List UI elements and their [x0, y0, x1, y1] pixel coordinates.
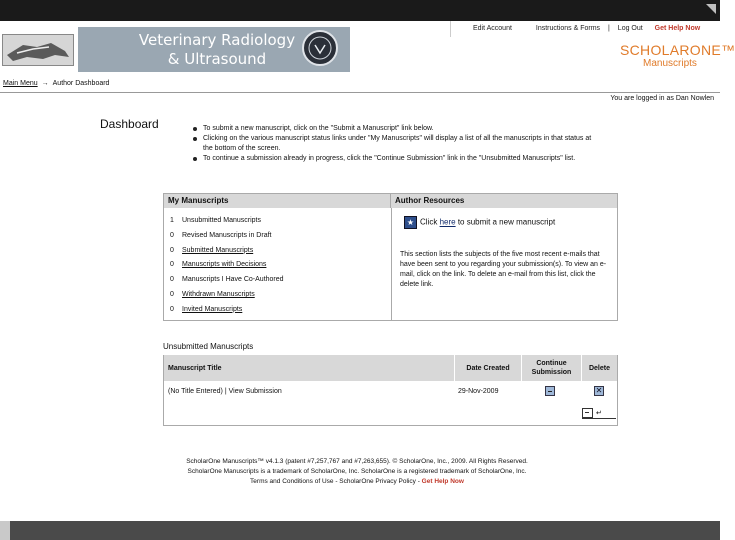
continue-submission-icon[interactable]: [545, 386, 555, 396]
status-label[interactable]: Invited Manuscripts: [182, 305, 243, 313]
journal-title-line1: Veterinary Radiology: [138, 31, 296, 49]
status-count: 0: [170, 231, 174, 239]
pager: [582, 408, 602, 418]
resources-description: This section lists the subjects of the five most recent e-mails that have been sent to you regarding your submission(s). To view an e-mail, click on the link. To delete an e-mail from this list, click the delete link.: [400, 251, 607, 288]
star-icon: ★: [404, 216, 417, 229]
scholarone-logo: SCHOLARONE™: [620, 42, 735, 58]
log-out-link[interactable]: Log Out: [617, 25, 643, 32]
status-label[interactable]: Withdrawn Manuscripts: [182, 290, 255, 298]
status-label: Manuscripts I Have Co-Authored: [182, 276, 284, 284]
page-title: Dashboard: [100, 117, 159, 131]
status-count: 1: [170, 217, 174, 224]
status-item-coauthored[interactable]: [170, 273, 284, 288]
col-continue-submission: Continue Submission: [521, 355, 581, 381]
footer-help-link[interactable]: Get Help Now: [421, 478, 464, 485]
breadcrumb: [0, 76, 720, 93]
footer-links: Terms and Conditions of Use - ScholarOne Privacy Policy - Get Help Now: [250, 478, 464, 485]
table-header: [164, 355, 617, 381]
col-date-created: Date Created: [454, 355, 521, 381]
status-item-invited[interactable]: [170, 303, 284, 318]
footer: [112, 457, 602, 487]
status-label[interactable]: Manuscripts with Decisions: [182, 261, 267, 269]
unsubmitted-heading: Unsubmitted Manuscripts: [163, 342, 254, 351]
table-row: [168, 385, 282, 399]
breadcrumb-current: Author Dashboard: [52, 80, 110, 87]
pager-arrow-icon[interactable]: ↵: [596, 409, 602, 417]
slide-top-bar: [0, 0, 720, 21]
delete-icon[interactable]: ✕: [595, 386, 603, 395]
panel-divider: [391, 208, 392, 320]
journal-logo-image: [2, 34, 74, 66]
unsubmitted-table: [163, 355, 618, 426]
breadcrumb-arrow-icon: →: [41, 80, 49, 87]
terms-link[interactable]: Terms and Conditions of Use: [250, 478, 334, 485]
pager-underline: [582, 418, 616, 419]
society-seal-icon: [302, 30, 338, 66]
instructions-list: [193, 124, 598, 164]
status-item-submitted[interactable]: [170, 244, 284, 259]
view-submission-link[interactable]: View Submission: [228, 388, 282, 395]
footer-copyright: ScholarOne Manuscripts™ v4.1.3 (patent #7,257,767 and #7,263,655). © ScholarOne, Inc., 2009. All Rights Reserved.: [186, 458, 528, 465]
status-item-withdrawn[interactable]: [170, 288, 284, 303]
journal-title-line2: & Ultrasound: [167, 50, 267, 68]
instruction-item: Clicking on the various manuscript status links under "My Manuscripts" will display a list of all the manuscripts in that status at the bottom of the screen.: [193, 134, 598, 154]
status-count: 0: [170, 305, 174, 313]
col-delete: Delete: [581, 355, 617, 381]
scholarone-logo-sub: Manuscripts: [643, 58, 697, 69]
journal-banner: [78, 27, 350, 72]
status-count: 0: [170, 246, 174, 254]
col-manuscript-title: Manuscript Title: [168, 364, 222, 372]
radiograph-icon: [3, 35, 73, 65]
breadcrumb-main-menu[interactable]: Main Menu: [3, 80, 38, 87]
my-manuscripts-list: [170, 214, 284, 318]
status-count: 0: [170, 276, 174, 284]
status-label[interactable]: Submitted Manuscripts: [182, 246, 254, 254]
status-count: 0: [170, 290, 174, 298]
footer-trademark: ScholarOne Manuscripts is a trademark of ScholarOne, Inc. ScholarOne is a registered trademark of ScholarOne, Inc.: [187, 468, 527, 475]
status-label: Revised Manuscripts in Draft: [182, 231, 272, 239]
top-links: [450, 21, 721, 37]
logged-in-status: You are logged in as Dan Nowlen: [610, 95, 714, 102]
edit-account-link[interactable]: Edit Account: [473, 25, 512, 32]
corner-fold-icon: [706, 4, 716, 14]
row-separator: |: [224, 388, 227, 395]
click-prefix: Click: [420, 217, 438, 227]
status-item-revised[interactable]: [170, 229, 284, 244]
row-date-created: 29-Nov-2009: [458, 388, 499, 395]
instruction-item: To continue a submission already in progress, click the "Continue Submission" link in the "Unsubmitted Manuscripts" list.: [193, 154, 598, 164]
instructions-forms-link[interactable]: Instructions & Forms: [535, 25, 601, 32]
submit-new-manuscript: [404, 216, 555, 229]
row-title: (No Title Entered): [168, 388, 223, 395]
separator: |: [608, 25, 610, 32]
slide-bottom-bar: [0, 521, 720, 540]
my-manuscripts-heading: My Manuscripts: [164, 194, 391, 208]
slide-bottom-accent: [0, 521, 10, 540]
get-help-link[interactable]: Get Help Now: [654, 25, 701, 32]
click-suffix: to submit a new manuscript: [457, 217, 556, 227]
author-resources-heading: Author Resources: [391, 194, 617, 208]
privacy-link[interactable]: ScholarOne Privacy Policy: [339, 478, 416, 485]
status-item-decisions[interactable]: [170, 258, 284, 273]
journal-title: [117, 31, 317, 69]
submit-here-link[interactable]: here: [439, 217, 456, 227]
instruction-item: To submit a new manuscript, click on the "Submit a Manuscript" link below.: [193, 124, 598, 134]
page-icon[interactable]: [582, 408, 593, 418]
status-item-unsubmitted[interactable]: [170, 214, 284, 229]
status-label: Unsubmitted Manuscripts: [182, 217, 261, 224]
manuscripts-panel: [163, 193, 618, 321]
status-count: 0: [170, 261, 174, 269]
